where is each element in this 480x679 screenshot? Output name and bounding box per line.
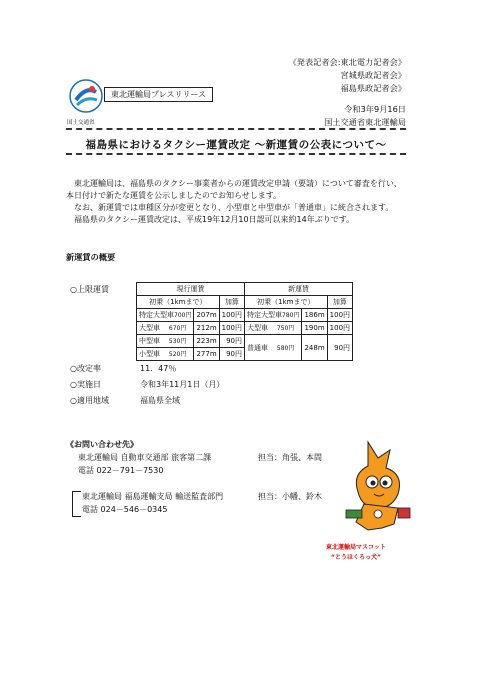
implementation-date: 令和3年11月1日（月） bbox=[140, 380, 225, 389]
contact-1-org: 東北運輸局 自動車交通部 旅客第二課 bbox=[78, 453, 212, 462]
press-recipients bbox=[289, 56, 406, 95]
addition-header: 加算 bbox=[327, 296, 352, 309]
rate-value: 11．47％ bbox=[140, 364, 177, 373]
distance: 248m bbox=[302, 335, 327, 361]
bracket bbox=[72, 491, 81, 517]
addition-fare: 100円 bbox=[327, 309, 352, 322]
divider bbox=[66, 128, 406, 130]
date-block bbox=[324, 103, 406, 129]
press-recipient: 福島県政記者会》 bbox=[340, 83, 406, 93]
table-row bbox=[137, 309, 353, 322]
mascot-caption-line: “とうほくろっ犬” bbox=[331, 554, 381, 561]
vehicle-type: 大型車 bbox=[139, 324, 160, 332]
press-recipient: 《発表記者会:東北電力記者会》 bbox=[288, 57, 406, 67]
page-title: 福島県におけるタクシー運賃改定 ～新運賃の公表について～ bbox=[85, 139, 387, 151]
area-value: 福島県全域 bbox=[140, 396, 180, 405]
addition-fare: 100円 bbox=[327, 322, 352, 335]
press-recipient: 宮城県政記者会》 bbox=[340, 70, 406, 80]
first-fare: 700円 bbox=[174, 312, 192, 319]
first-fare: 580円 bbox=[276, 344, 295, 352]
vehicle-type: 特定大型車 bbox=[139, 311, 174, 319]
distance: 207m bbox=[194, 309, 219, 322]
body-paragraph: 東北運輸局は、福島県のタクシー事業者からの運賃改定申請（要請）について審査を行い、本日付けで新たな運賃を公示しましたのでお知らせします。 bbox=[66, 179, 402, 200]
body-paragraph: なお、新運賃では車種区分が変更となり、小型車と中型車が「普通車」に統合されます。 bbox=[74, 203, 394, 212]
contact-1-person: 担当：角張、本間 bbox=[258, 453, 322, 462]
table-row bbox=[137, 335, 353, 348]
addition-fare: 90円 bbox=[327, 335, 352, 361]
distance: 212m bbox=[194, 322, 219, 335]
body-text bbox=[66, 178, 408, 226]
vehicle-type: 普通車 bbox=[247, 343, 269, 352]
addition-fare: 90円 bbox=[219, 335, 244, 348]
fare-table bbox=[136, 282, 353, 361]
section-title: 新運賃の概要 bbox=[66, 252, 116, 262]
area-label: ○適用地域 bbox=[70, 396, 109, 405]
mascot-dog-icon bbox=[338, 438, 420, 536]
release-date: 令和3年9月16日 bbox=[344, 104, 406, 114]
distance: 223m bbox=[194, 335, 219, 348]
press-release-label: 東北運輸局プレスリリース bbox=[104, 87, 213, 102]
vehicle-type: 中型車 bbox=[139, 337, 160, 345]
contact-1-tel: 電話 022－791－7530 bbox=[78, 466, 164, 475]
divider bbox=[66, 153, 406, 155]
first-fare: 780円 bbox=[282, 312, 300, 319]
vehicle-type: 特定大型車 bbox=[247, 311, 283, 319]
contact-2-org: 東北運輸局 福島運輸支局 輸送監査部門 bbox=[82, 492, 224, 501]
addition-header: 加算 bbox=[219, 296, 244, 309]
contact-2-person: 担当：小幡、鈴木 bbox=[258, 492, 322, 501]
contact-2-tel: 電話 024－546－0345 bbox=[82, 505, 168, 514]
vehicle-type: 小型車 bbox=[139, 350, 160, 358]
new-fare-header: 新運賃 bbox=[245, 283, 353, 296]
mlit-logo-icon bbox=[68, 78, 104, 114]
upper-fare-label: ○上限運賃 bbox=[70, 285, 109, 294]
distance: 277m bbox=[194, 348, 219, 361]
current-fare-header: 現行運賃 bbox=[137, 283, 245, 296]
logo-caption: 国土交通省 bbox=[67, 120, 95, 126]
first-fare: 520円 bbox=[168, 351, 187, 358]
first-fare: 530円 bbox=[168, 338, 187, 345]
mascot-caption-line: 東北運輸局マスコット bbox=[326, 544, 386, 551]
rate-label: ○改定率 bbox=[70, 364, 101, 373]
distance: 186m bbox=[302, 309, 327, 322]
body-paragraph: 福島県のタクシー運賃改定は、平成19年12月10日認可以来約14年ぶりです。 bbox=[74, 215, 355, 224]
first-fare: 750円 bbox=[276, 325, 295, 332]
issuing-org: 国土交通省東北運輸局 bbox=[324, 117, 406, 127]
first-ride-header: 初乗（1kmまで） bbox=[245, 296, 328, 309]
inquiry-title: 《お問い合わせ先》 bbox=[66, 440, 138, 449]
implementation-label: ○実施日 bbox=[70, 380, 101, 389]
first-fare: 670円 bbox=[168, 325, 187, 332]
first-ride-header: 初乗（1kmまで） bbox=[137, 296, 220, 309]
vehicle-type: 大型車 bbox=[247, 324, 269, 332]
mascot-caption bbox=[326, 543, 386, 563]
distance: 190m bbox=[302, 322, 327, 335]
table-row bbox=[137, 322, 353, 335]
addition-fare: 100円 bbox=[219, 322, 244, 335]
addition-fare: 100円 bbox=[219, 309, 244, 322]
addition-fare: 90円 bbox=[219, 348, 244, 361]
